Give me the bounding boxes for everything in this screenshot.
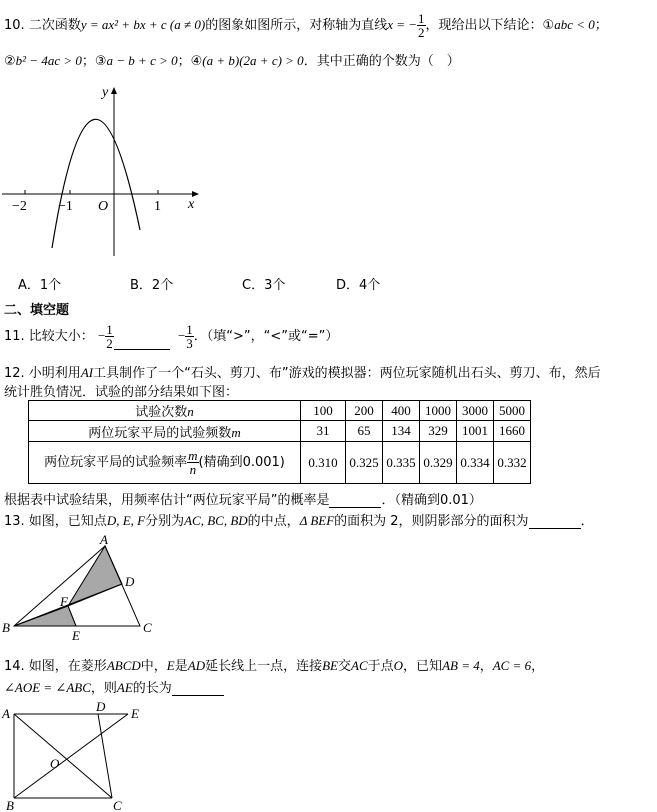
y-axis-label: y (102, 85, 109, 100)
table-cell: 0.334 (457, 442, 494, 484)
q10-line1: 10. 二次函数y = ax² + bx + c (a ≠ 0)的图象如图所示，对称轴为直线x = − $\frac{1}{2}$ ，现给出以下结论：①abc < 0； (4, 11, 608, 40)
section-title: 二、填空题 (4, 303, 70, 318)
table-cell: 3000 (457, 401, 494, 421)
q10-option-a[interactable]: A．1个 (18, 278, 62, 293)
point-a-label: A (100, 534, 108, 547)
q11-text: 11. 比较大小： (4, 329, 94, 344)
q10-number: 10. (4, 18, 25, 33)
q10-option-d[interactable]: D．4个 (336, 278, 381, 293)
q10-text-2: 的图象如图所示，对称轴为直线 (205, 18, 388, 33)
point-c-label: C (113, 798, 122, 812)
table-cell: 0.310 (301, 442, 346, 484)
q14-line1: 14. 如图，在菱形ABCD中，E是AD延长线上一点，连接BE交AC于点O，已知AB = 4，AC = 6， (4, 658, 545, 674)
q12-results-table (28, 400, 531, 484)
q11-answer-blank[interactable] (114, 335, 170, 350)
q10-text-1: 二次函数 (28, 18, 81, 33)
tick-label-minus-1: −1 (58, 199, 73, 214)
q10-text-3: ，现给出以下结论：① (425, 18, 555, 33)
q10-option-b[interactable]: B．2个 (130, 278, 174, 293)
q13-line: 13. 如图，已知点D, E, F分别为AC, BC, BD的中点，Δ BEF的面积为 2，则阴影部分的面积为 ． (4, 513, 594, 529)
table-row (29, 421, 531, 442)
point-b-label: B (6, 798, 14, 812)
table-cell: 200 (346, 401, 383, 421)
q10-axis-lhs: x = − (387, 17, 418, 32)
q11-line: 11. 比较大小： − $\frac{1}{2}$ − $\frac{1}{3}$ ．（填“>”，“<”或“=”） (4, 322, 339, 351)
q12-after-table: 根据表中试验结果，用频率估计“两位玩家平局”的概率是 ．（精确到0.01） (4, 493, 482, 508)
q10-option-c[interactable]: C．3个 (242, 278, 286, 293)
point-a-label: A (2, 706, 10, 721)
table-cell: 1000 (420, 401, 457, 421)
tick-label-minus-2: −2 (12, 199, 27, 214)
q11-hint: ．（填“>”，“<”或“=”） (193, 329, 339, 344)
tick-label-1: 1 (154, 199, 161, 214)
table-cell: 65 (346, 421, 383, 442)
q11-fraction-1: $\frac{1}{2}$ (106, 322, 113, 351)
q14-rhombus-figure (0, 700, 150, 812)
table-cell: 134 (383, 421, 420, 442)
q14-line2: ∠AOE = ∠ABC，则AE的长为 (4, 677, 224, 696)
table-row (29, 442, 531, 484)
q14-answer-blank[interactable] (172, 681, 224, 696)
side-cd (98, 714, 112, 798)
point-d-label: D (125, 574, 135, 589)
point-o-label: O (50, 756, 60, 771)
table-cell: 31 (301, 421, 346, 442)
table-cell: 100 (301, 401, 346, 421)
triangle-abc (14, 546, 140, 626)
q10-conclusion-4: (a + b)(2a + c) > 0 (202, 53, 304, 68)
q10-function: y = ax² + bx + c (a ≠ 0) (80, 17, 206, 32)
shaded-region-lower (14, 606, 76, 626)
q12-line1: 12. 小明利用AI工具制作了一个“石头、剪刀、布”游戏的模拟器：两位玩家随机出石头、剪刀、布，然后 (4, 365, 601, 381)
point-c-label: C (143, 620, 152, 635)
point-e-label: E (72, 628, 80, 643)
q10-conclusion-2: b² − 4ac > 0 (15, 53, 82, 68)
row-label-frequency: 两位玩家平局的试验频数m (29, 421, 301, 442)
row-label-rate: 两位玩家平局的试验频率 $\frac{m}{n}$ (精确到0.001) (29, 442, 301, 484)
diagonal-ac (14, 714, 112, 798)
q10-tail: ．其中正确的个数为（ ） (303, 54, 460, 69)
row-label-trials: 试验次数n (29, 401, 301, 421)
table-cell: 400 (383, 401, 420, 421)
point-d-label: D (96, 700, 106, 714)
q13-triangle-figure (0, 534, 170, 644)
q12-answer-blank[interactable] (329, 493, 381, 508)
q10-conclusion-1: abc < 0 (554, 17, 595, 32)
x-axis-label: x (188, 197, 195, 212)
origin-label: O (98, 199, 109, 214)
point-b-label: B (2, 620, 10, 635)
table-row (29, 401, 531, 421)
table-cell: 0.325 (346, 442, 383, 484)
q10-parabola-figure (0, 80, 210, 260)
q12-line2: 统计胜负情况．试验的部分结果如下图： (4, 385, 239, 400)
table-cell: 1001 (457, 421, 494, 442)
parabola-curve (52, 119, 140, 248)
segment-be (14, 714, 128, 798)
q10-axis-fraction: $\frac{1}{2}$ (418, 11, 425, 40)
table-cell: 1660 (494, 421, 531, 442)
table-cell: 0.335 (383, 442, 420, 484)
point-f-label: F (60, 594, 68, 609)
table-cell: 0.329 (420, 442, 457, 484)
q11-fraction-2: $\frac{1}{3}$ (186, 322, 193, 351)
q10-conclusion-3: a − b + c > 0 (106, 53, 178, 68)
table-cell: 329 (420, 421, 457, 442)
table-cell: 5000 (494, 401, 531, 421)
q13-answer-blank[interactable] (529, 514, 581, 529)
table-cell: 0.332 (494, 442, 531, 484)
point-e-label: E (131, 706, 139, 721)
q10-line2: ②b² − 4ac > 0；③a − b + c > 0；④(a + b)(2a + c) > 0．其中正确的个数为（ ） (4, 53, 460, 69)
